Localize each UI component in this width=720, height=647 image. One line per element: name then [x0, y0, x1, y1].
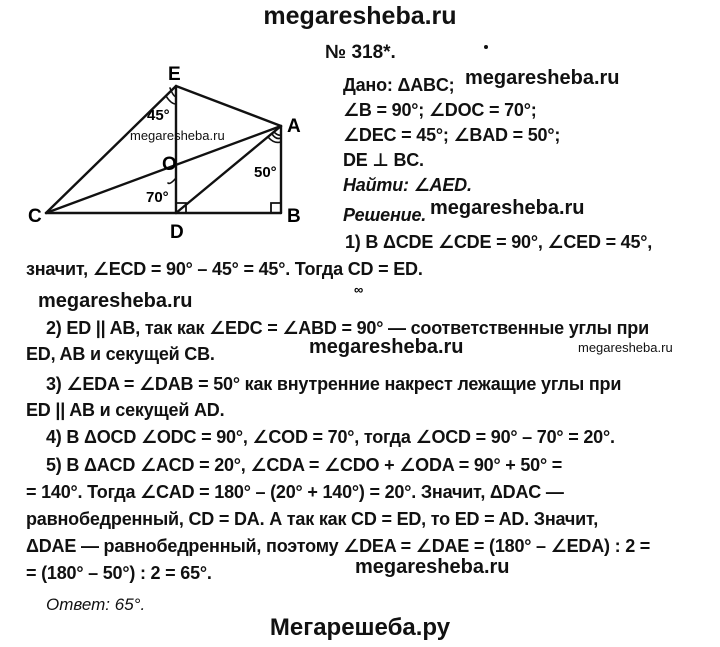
step-1b: значит, ∠ECD = 90° – 45° = 45°. Тогда CD = ED. [26, 259, 423, 279]
point-label-e: E [168, 64, 181, 85]
point-label-d: D [170, 222, 184, 243]
stray-mark: ∞ [354, 282, 364, 297]
point-label-a: A [287, 116, 301, 137]
problem-number: № 318*. [325, 42, 396, 63]
step-2b: ED, AB и секущей CB. [26, 344, 215, 364]
point-label-o: O [162, 154, 177, 175]
given-line-3: ∠DEC = 45°; ∠BAD = 50°; [343, 125, 561, 145]
find-line: Найти: ∠AED. [343, 175, 472, 195]
watermark-given: megaresheba.ru [465, 67, 620, 89]
point-label-c: C [28, 206, 42, 227]
given-line-2: ∠B = 90°; ∠DOC = 70°; [343, 100, 537, 120]
step-1a: 1) В ΔCDE ∠CDE = 90°, ∠CED = 45°, [345, 232, 653, 252]
step-5e: = (180° – 50°) : 2 = 65°. [26, 563, 212, 583]
angle-label-50: 50° [254, 164, 277, 181]
watermark-lower: megaresheba.ru [355, 556, 510, 578]
step-4: 4) В ΔOCD ∠ODC = 90°, ∠COD = 70°, тогда ∠OCD = 90° – 70° = 20°. [46, 427, 615, 447]
segment-ea [176, 86, 281, 126]
given-line-4: DE ⊥ BC. [343, 150, 424, 170]
watermark-top: megaresheba.ru [263, 2, 457, 30]
angle-label-45: 45° [147, 107, 170, 124]
angle-label-70: 70° [146, 189, 169, 206]
watermark-bottom: Мегарешеба.ру [269, 614, 451, 641]
step-2a: 2) ED || AB, так как ∠EDC = ∠ABD = 90° — соответственные углы при [46, 318, 649, 338]
point-label-b: B [287, 206, 301, 227]
solution-label: Решение. [343, 205, 427, 225]
watermark-figure: megaresheba.ru [130, 128, 225, 143]
given-line-1: Дано: ΔABC; [343, 75, 455, 95]
step-3a: 3) ∠EDA = ∠DAB = 50° как внутренние накрест лежащие углы при [46, 374, 622, 394]
step-5b: = 140°. Тогда ∠CAD = 180° – (20° + 140°) = 20°. Значит, ΔDAC — [26, 482, 564, 502]
right-angle-b [271, 203, 281, 213]
step-5c: равнобедренный, CD = DA. А так как CD = ED, то ED = AD. Значит, [26, 509, 599, 529]
watermark-small-right: megaresheba.ru [578, 340, 673, 355]
watermark-mid: megaresheba.ru [309, 336, 464, 358]
step-5d: ΔDAE — равнобедренный, поэтому ∠DEA = ∠DAE = (180° – ∠EDA) : 2 = [26, 536, 651, 556]
answer: Ответ: 65°. [46, 595, 146, 614]
watermark-solution: megaresheba.ru [430, 197, 585, 219]
watermark-left: megaresheba.ru [38, 290, 193, 312]
step-3b: ED || AB и секущей AD. [26, 400, 225, 420]
dot-mark [484, 45, 488, 49]
arc-angle-e [166, 96, 176, 104]
step-5a: 5) В ΔACD ∠ACD = 20°, ∠CDA = ∠CDO + ∠ODA = 90° + 50° = [46, 455, 563, 475]
